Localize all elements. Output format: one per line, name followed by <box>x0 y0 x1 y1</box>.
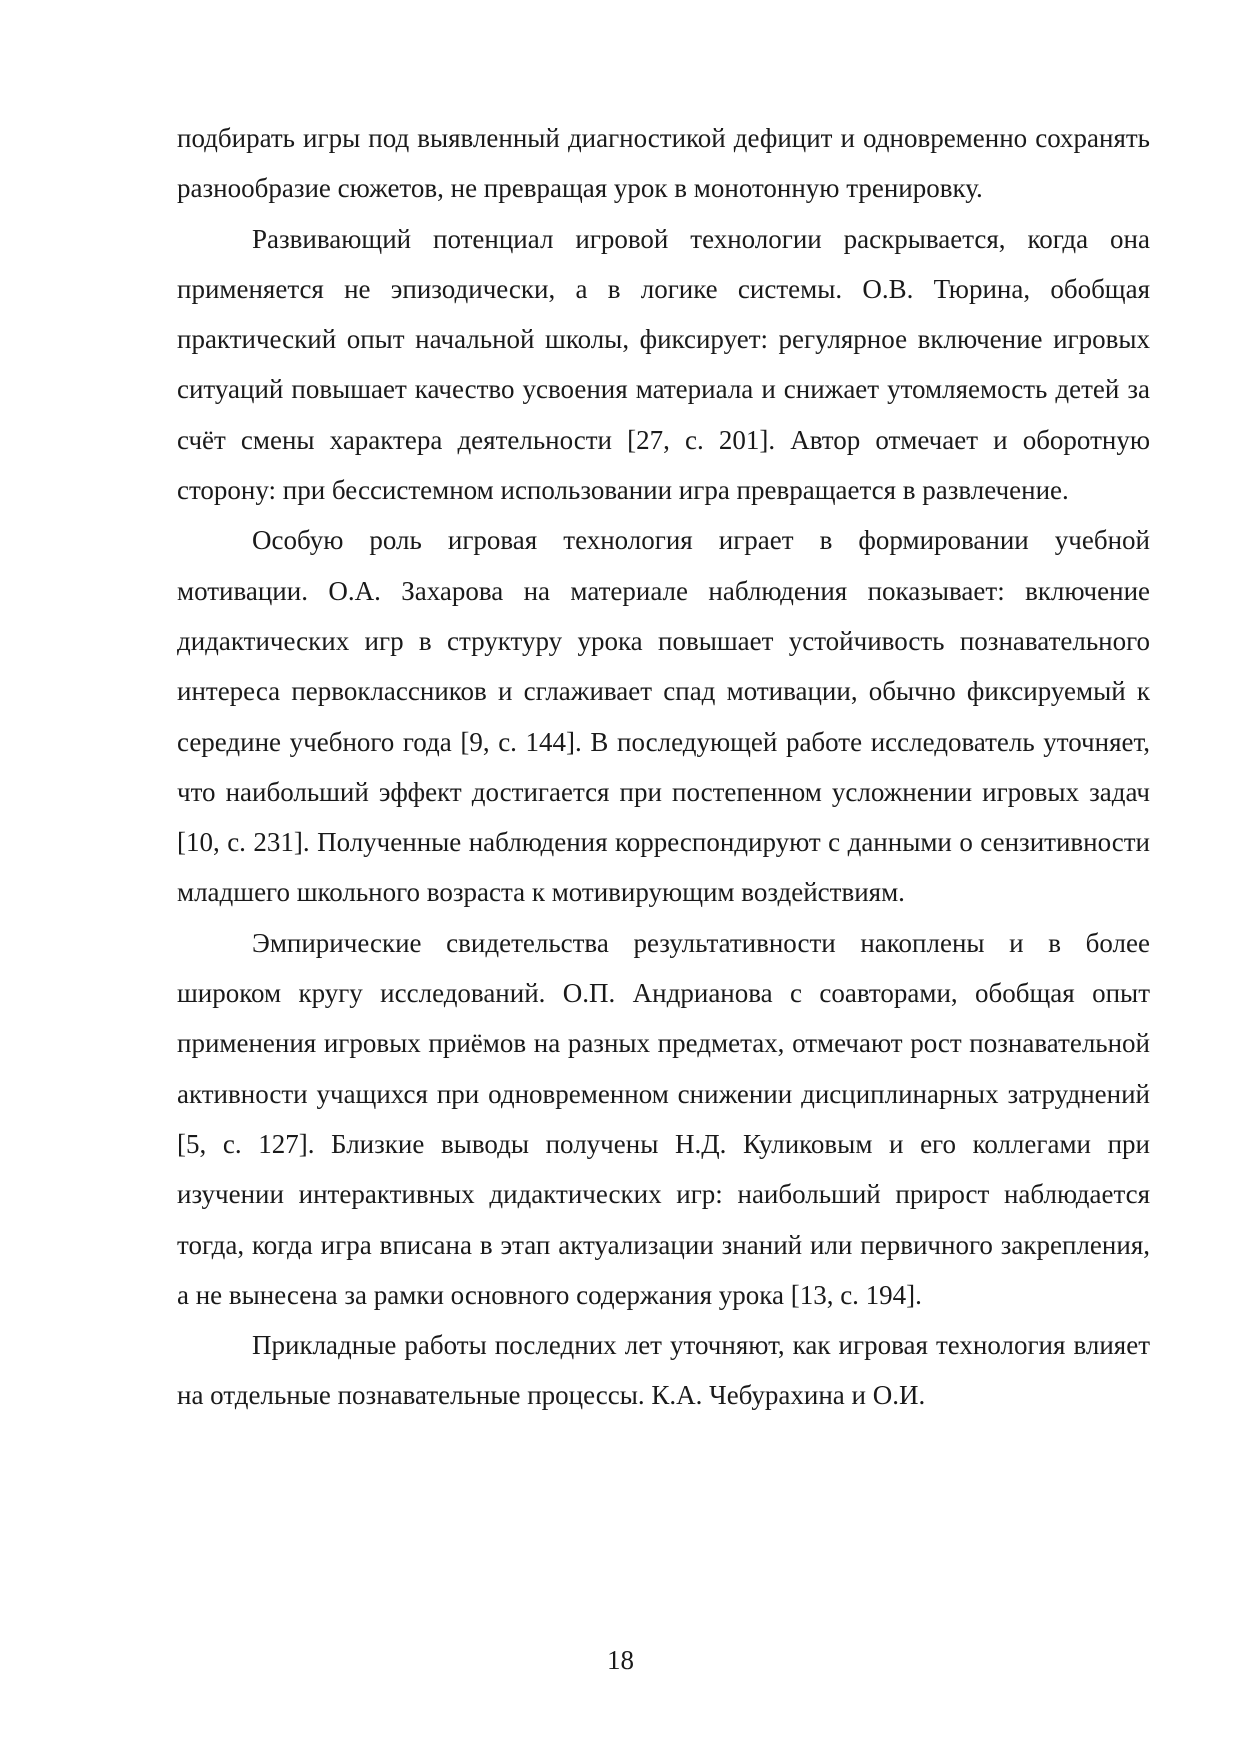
paragraph-developmental-potential: Развивающий потенциал игровой технологии раскрывается, когда она применяется не эпизодически, а в логике системы. О.В. Тюрина, обобщая практический опыт начальной школы, фиксирует: регулярное включение игровых ситуаций повышает качество усвоения материала и снижает утомляемость детей за счёт смены характера деятельности [27, с. 201]. Автор отмечает и оборотную сторону: при бессистемном использовании игра превращается в развлечение. <box>177 223 1150 506</box>
paragraph-applied-works: Прикладные работы последних лет уточняют, как игровая технология влияет на отдельные познавательные процессы. К.А. Чебурахина и О.И. <box>177 1330 1150 1411</box>
page-number: 18 <box>607 1645 634 1675</box>
paragraph-motivation: Особую роль игровая технология играет в формировании учебной мотивации. О.А. Захарова на материале наблюдения показывает: включение дидактических игр в структуру урока повышает устойчивость познавательного интереса первоклассников и сглаживает спад мотивации, обычно фиксируемый к середине учебного года [9, с. 144]. В последующей работе исследователь уточняет, что наибольший эффект достигается при постепенном усложнении игровых задач [10, с. 231]. Полученные наблюдения корреспондируют с данными о сензитивности младшего школьного возраста к мотивирующим воздействиям. <box>177 525 1150 908</box>
body-text <box>177 113 1150 1421</box>
paragraph-continuation: подбирать игры под выявленный диагностикой дефицит и одновременно сохранять разнообразие сюжетов, не превращая урок в монотонную тренировку. <box>177 123 1150 204</box>
paragraph-empirical-evidence: Эмпирические свидетельства результативности накоплены и в более широком кругу исследований. О.П. Андрианова с соавторами, обобщая опыт применения игровых приёмов на разных предметах, отмечают рост познавательной активности учащихся при одновременном снижении дисциплинарных затруднений [5, с. 127]. Близкие выводы получены Н.Д. Куликовым и его коллегами при изучении интерактивных дидактических игр: наибольший прирост наблюдается тогда, когда игра вписана в этап актуализации знаний или первичного закрепления, а не вынесена за рамки основного содержания урока [13, с. 194]. <box>177 927 1150 1310</box>
